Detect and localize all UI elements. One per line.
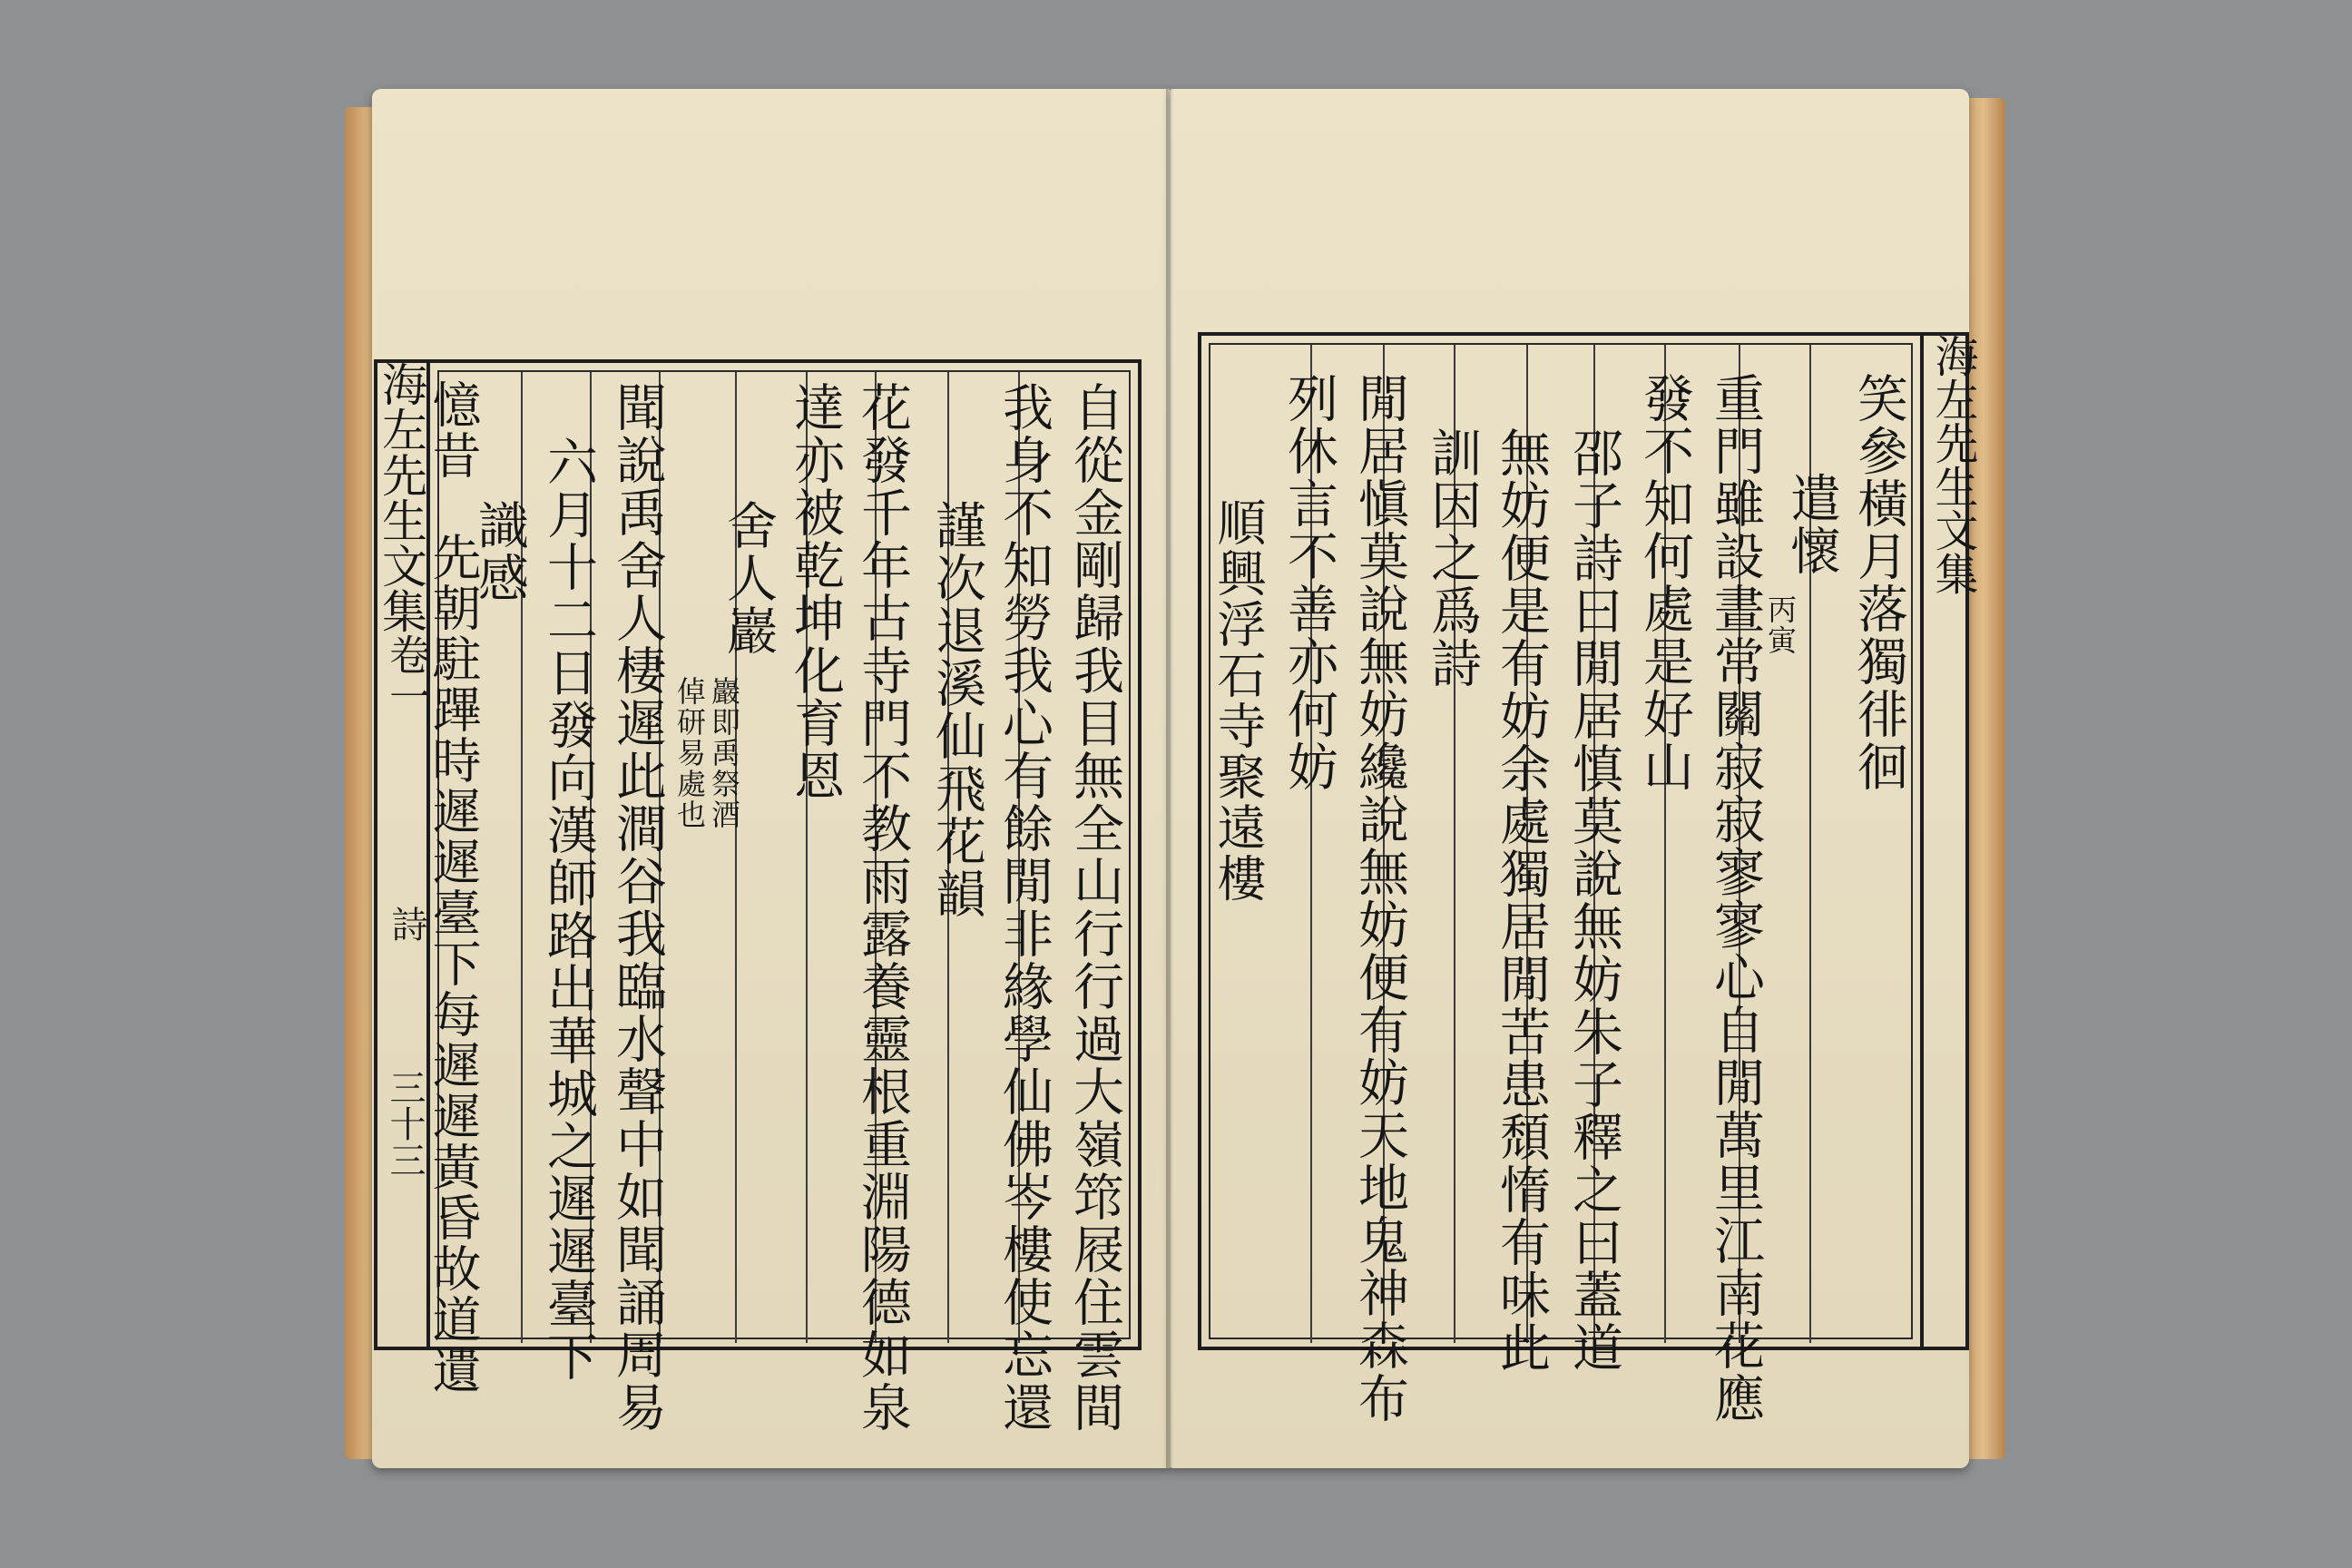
left-page [372, 89, 1171, 1468]
book-gutter [1166, 89, 1179, 1468]
text-column: 我身不知勞我心有餘閒非緣學仙佛岑樓使忘還 [995, 381, 1054, 1434]
margin-book-title: 海左先生文集 [375, 361, 427, 633]
poem-title: 舍人巖 [719, 499, 778, 657]
poem-title: 遣懷 [1782, 472, 1841, 577]
text-column: 訓因之爲詩 [1423, 426, 1482, 690]
text-column: 自從金剛歸我目無全山行行過大嶺筇屐住雲間 [1065, 381, 1124, 1434]
annotation: 巖即禹祭酒 [707, 676, 741, 830]
annotation: 丙寅 [1763, 594, 1798, 656]
folio-number: 三十三 [384, 1069, 426, 1178]
poem-title: 識感 [470, 499, 529, 604]
text-column: 笑參橫月落獨徘徊 [1849, 372, 1908, 793]
margin-book-title: 海左先生文集 [1927, 334, 1978, 595]
text-column: 邵子詩曰閒居慎莫說無妨朱子釋之曰蓋道 [1564, 426, 1623, 1374]
poem-title: 六月十二日發向漢師路出華城之遲遲臺下 [539, 436, 598, 1383]
poem-title: 謹次退溪仙飛花韻 [927, 499, 986, 920]
left-page-frame [426, 359, 1142, 1434]
right-page [1171, 89, 1978, 1468]
text-column: 憶昔 先朝駐蹕時遲遲臺下每遲遲黃昏故道遺 [425, 379, 482, 1396]
open-book [345, 80, 2005, 1495]
right-page-frame [1198, 332, 1924, 1425]
annotation: 倬研易處也 [672, 676, 707, 830]
text-column: 發不知何處是好山 [1635, 372, 1694, 793]
text-column: 列休言不善亦何妨 [1279, 372, 1338, 793]
text-column: 閒居愼莫說無妨纔說無妨便有妨天地鬼神森布 [1350, 372, 1409, 1425]
juan-number: 卷一 [383, 633, 432, 717]
text-column: 重門雖設晝常關寂寂寥寥心自閒萬里江南花應 [1706, 372, 1765, 1425]
poem-title: 順興浮石寺聚遠樓 [1210, 497, 1267, 904]
text-column: 無妨便是有妨余處獨居閒苦患頹惰有味此 [1492, 426, 1551, 1374]
section-label: 詩 [386, 906, 427, 942]
text-column: 達亦被乾坤化育恩 [786, 381, 845, 802]
text-column: 聞說禹舍人棲遲此澗谷我臨水聲中如聞誦周易 [608, 381, 667, 1434]
text-column: 花發千年古寺門不教雨露養靈根重淵陽德如泉 [853, 381, 912, 1434]
